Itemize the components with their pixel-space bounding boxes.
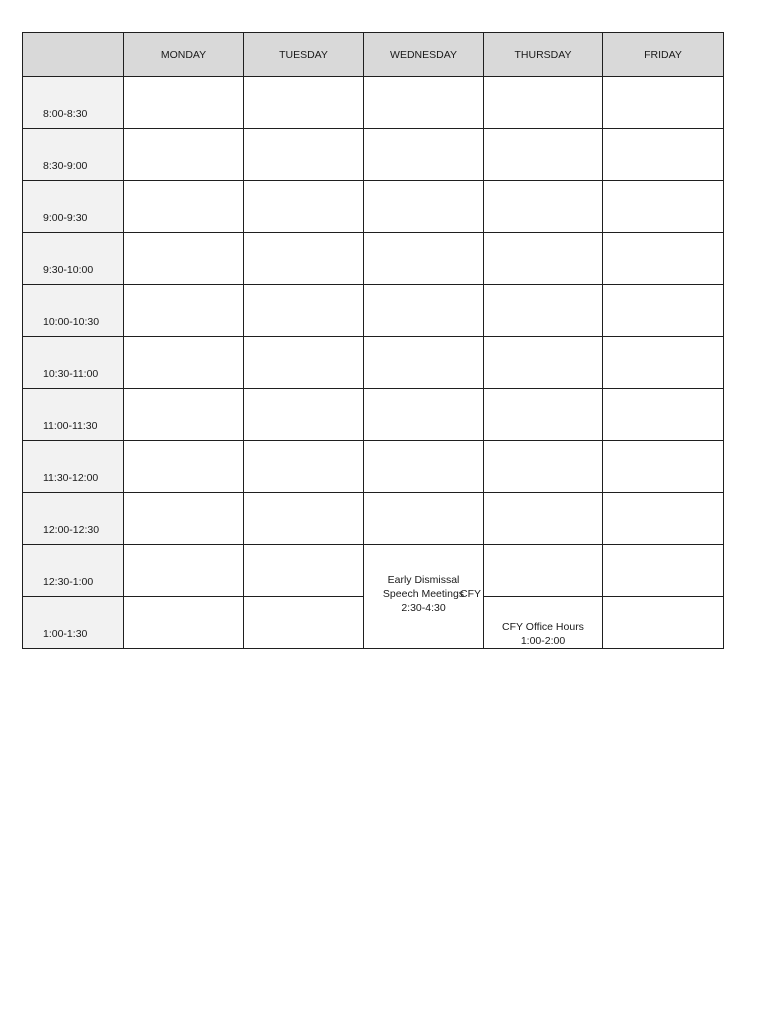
time-slot-label: 11:30-12:00 bbox=[23, 441, 124, 493]
schedule-cell bbox=[603, 337, 724, 389]
schedule-cell bbox=[124, 233, 244, 285]
thursday-event-cell bbox=[484, 597, 603, 649]
table-row bbox=[23, 181, 724, 233]
schedule-cell bbox=[484, 545, 603, 597]
schedule-cell bbox=[484, 493, 603, 545]
table-row bbox=[23, 285, 724, 337]
wednesday-event-cell bbox=[364, 545, 484, 649]
time-slot-label: 9:30-10:00 bbox=[23, 233, 124, 285]
schedule-cell bbox=[244, 545, 364, 597]
schedule-cell bbox=[484, 337, 603, 389]
schedule-cell bbox=[364, 389, 484, 441]
schedule-cell bbox=[364, 129, 484, 181]
table-row bbox=[23, 441, 724, 493]
schedule-cell bbox=[124, 129, 244, 181]
time-slot-label: 8:30-9:00 bbox=[23, 129, 124, 181]
schedule-cell bbox=[603, 545, 724, 597]
schedule-cell bbox=[244, 597, 364, 649]
schedule-cell bbox=[364, 181, 484, 233]
schedule-cell bbox=[244, 389, 364, 441]
schedule-cell bbox=[484, 441, 603, 493]
schedule-cell bbox=[484, 233, 603, 285]
schedule-cell bbox=[244, 337, 364, 389]
corner-header-cell bbox=[23, 33, 124, 77]
schedule-cell bbox=[484, 129, 603, 181]
schedule-cell bbox=[603, 389, 724, 441]
schedule-cell bbox=[364, 441, 484, 493]
schedule-cell bbox=[124, 285, 244, 337]
schedule-cell bbox=[124, 181, 244, 233]
time-slot-label: 10:30-11:00 bbox=[23, 337, 124, 389]
schedule-cell bbox=[603, 77, 724, 129]
schedule-cell bbox=[603, 597, 724, 649]
schedule-cell bbox=[603, 285, 724, 337]
thursday-header: THURSDAY bbox=[484, 33, 603, 77]
table-row bbox=[23, 77, 724, 129]
schedule-cell bbox=[484, 77, 603, 129]
time-slot-label: 10:00-10:30 bbox=[23, 285, 124, 337]
schedule-cell bbox=[244, 285, 364, 337]
header-row bbox=[23, 33, 724, 77]
friday-header: FRIDAY bbox=[603, 33, 724, 77]
time-slot-label: 12:00-12:30 bbox=[23, 493, 124, 545]
event-time: 1:00-2:00 bbox=[520, 635, 566, 647]
time-slot-label: 12:30-1:00 bbox=[23, 545, 124, 597]
schedule-cell bbox=[484, 181, 603, 233]
schedule-cell bbox=[244, 181, 364, 233]
wednesday-header: WEDNESDAY bbox=[364, 33, 484, 77]
schedule-cell bbox=[364, 77, 484, 129]
schedule-cell bbox=[364, 337, 484, 389]
schedule-cell bbox=[124, 493, 244, 545]
schedule-cell bbox=[603, 181, 724, 233]
schedule-cell bbox=[364, 233, 484, 285]
weekly-schedule-table bbox=[22, 32, 724, 649]
schedule-cell bbox=[603, 129, 724, 181]
schedule-cell bbox=[124, 389, 244, 441]
schedule-cell bbox=[603, 441, 724, 493]
schedule-cell bbox=[124, 597, 244, 649]
table-row bbox=[23, 389, 724, 441]
overflow-text: CFY bbox=[460, 588, 481, 600]
table-row bbox=[23, 233, 724, 285]
schedule-cell bbox=[484, 285, 603, 337]
schedule-cell bbox=[124, 441, 244, 493]
time-slot-label: 1:00-1:30 bbox=[23, 597, 124, 649]
schedule-cell bbox=[603, 233, 724, 285]
event-title: Early Dismissal bbox=[387, 574, 460, 586]
event-subtitle: Speech Meetings bbox=[382, 588, 465, 600]
table-row bbox=[23, 493, 724, 545]
table-row bbox=[23, 545, 724, 597]
schedule-cell bbox=[124, 337, 244, 389]
schedule-cell bbox=[603, 493, 724, 545]
time-slot-label: 9:00-9:30 bbox=[23, 181, 124, 233]
schedule-cell bbox=[244, 493, 364, 545]
schedule-cell bbox=[244, 77, 364, 129]
event-time: 2:30-4:30 bbox=[401, 602, 446, 614]
monday-header: MONDAY bbox=[124, 33, 244, 77]
tuesday-header: TUESDAY bbox=[244, 33, 364, 77]
table-row bbox=[23, 337, 724, 389]
schedule-cell bbox=[364, 285, 484, 337]
time-slot-label: 8:00-8:30 bbox=[23, 77, 124, 129]
schedule-cell bbox=[244, 129, 364, 181]
schedule-cell bbox=[124, 545, 244, 597]
schedule-cell bbox=[244, 441, 364, 493]
time-slot-label: 11:00-11:30 bbox=[23, 389, 124, 441]
table-row bbox=[23, 129, 724, 181]
schedule-cell bbox=[484, 389, 603, 441]
schedule-cell bbox=[364, 493, 484, 545]
schedule-cell bbox=[244, 233, 364, 285]
schedule-cell bbox=[124, 77, 244, 129]
event-title: CFY Office Hours bbox=[502, 621, 584, 633]
